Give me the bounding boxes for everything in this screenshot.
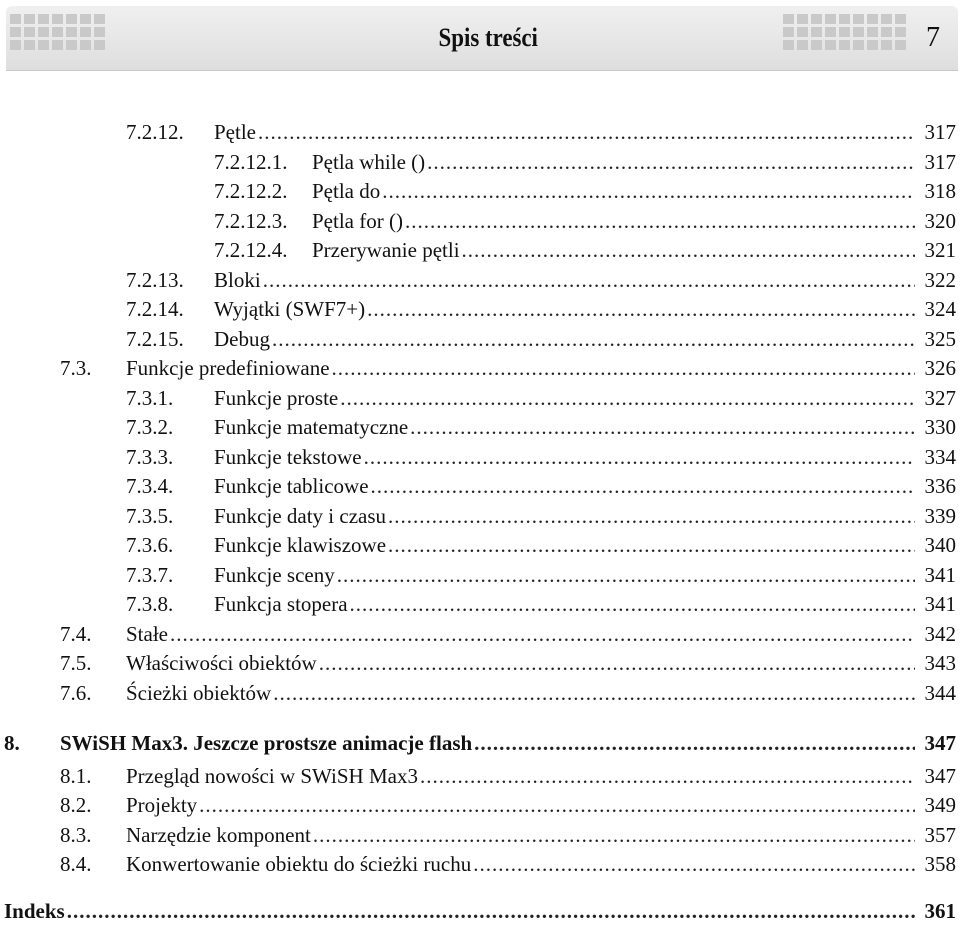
- toc-entry-page: 341: [924, 562, 956, 587]
- dot-leader: [474, 729, 915, 757]
- toc-entry-title: Właściwości obiektów: [126, 651, 317, 675]
- toc-entry-page: 322: [924, 267, 956, 292]
- toc-entry-number: 7.3.8.: [126, 592, 174, 616]
- toc-entry-number: 7.3.2.: [126, 415, 174, 439]
- toc-entry-title: SWiSH Max3. Jeszcze prostsze animacje flash: [60, 731, 473, 755]
- toc-entry-number: 7.3.3.: [126, 444, 174, 469]
- toc-entry-title: Pętla while (): [312, 149, 426, 174]
- dot-leader: [405, 207, 915, 235]
- toc-entry-title: Pętla for (): [312, 208, 403, 233]
- toc-entry-page: 317: [924, 120, 956, 144]
- toc-entry-page: 321: [924, 238, 956, 262]
- toc-entry-title: Funkcje predefiniowane: [126, 356, 330, 380]
- toc-entry-title: Przegląd nowości w SWiSH Max3: [126, 764, 418, 788]
- toc-entry-page: 343: [924, 651, 956, 675]
- toc-entry-number: 7.6.: [60, 680, 92, 705]
- dot-leader: [199, 791, 915, 819]
- toc-entry-number: 7.3.1.: [126, 385, 174, 410]
- toc-entry-title: Pętla do: [312, 179, 381, 203]
- toc-entry-title: Projekty: [126, 793, 198, 818]
- toc-entry-page: 318: [924, 179, 956, 203]
- dot-leader: [350, 590, 915, 618]
- toc-entry-number: 8.4.: [60, 852, 92, 877]
- dot-leader: [364, 443, 915, 471]
- toc-entry-page: 325: [924, 326, 956, 351]
- toc-entry-title: Wyjątki (SWF7+): [214, 297, 366, 321]
- toc-entry-page: 327: [924, 385, 956, 410]
- dot-leader: [273, 679, 915, 707]
- toc-entry: [0, 207, 960, 235]
- toc-entry: [0, 649, 960, 677]
- toc-entry-number: 7.2.12.: [126, 120, 184, 144]
- toc-entry: [0, 413, 960, 441]
- dot-leader: [340, 384, 915, 412]
- toc-entry-title: Narzędzie komponent: [126, 822, 311, 847]
- toc-entry: [0, 791, 960, 819]
- dot-leader: [371, 472, 915, 500]
- header-page-number: 7: [926, 22, 940, 53]
- dot-leader: [473, 850, 915, 878]
- toc-entry-number: 8.2.: [60, 793, 92, 818]
- toc-entry-number: 7.3.7.: [126, 562, 174, 587]
- dot-leader: [263, 266, 915, 294]
- toc-entry-page: 357: [924, 822, 956, 847]
- toc-entry-title: Funkcje klawiszowe: [214, 533, 387, 557]
- dot-leader: [420, 762, 915, 790]
- toc-entry-number: 8.: [4, 731, 20, 755]
- toc-entry-page: 347: [924, 764, 956, 788]
- toc-entry-number: 7.2.14.: [126, 297, 184, 321]
- toc-entry-number: 7.3.5.: [126, 503, 174, 528]
- toc-entry: [0, 850, 960, 878]
- toc-entry: [0, 679, 960, 707]
- toc-entry-page: 339: [924, 503, 956, 528]
- toc-entry: [0, 531, 960, 559]
- toc-entry-page: 341: [924, 592, 956, 616]
- toc-entry-number: 7.5.: [60, 651, 92, 675]
- toc-entry-page: 358: [924, 852, 956, 877]
- header-title: Spis treści: [438, 23, 538, 52]
- toc-entry-title: Funkcje proste: [214, 385, 339, 410]
- toc-entry: [0, 620, 960, 648]
- toc-entry-title: Bloki: [214, 267, 261, 292]
- toc-entry-title: Funkcje sceny: [214, 562, 335, 587]
- dot-leader: [462, 236, 915, 264]
- toc-entry-title: Funkcje tablicowe: [214, 474, 369, 498]
- dot-leader: [272, 325, 915, 353]
- toc-entry: [0, 118, 960, 146]
- toc-entry-number: 7.2.12.4.: [214, 238, 288, 262]
- toc-entry: [0, 502, 960, 530]
- dot-leader: [313, 821, 915, 849]
- toc-entry-page: 340: [924, 533, 956, 557]
- toc-entry-number: 7.4.: [60, 621, 92, 646]
- toc-entry: [0, 561, 960, 589]
- page-header: [6, 6, 958, 71]
- toc-entry-page: 344: [924, 680, 956, 705]
- toc-entry-number: 7.2.12.1.: [214, 149, 288, 174]
- header-decoration-right: [783, 14, 906, 50]
- toc-entry-title: Ścieżki obiektów: [126, 680, 272, 705]
- dot-leader: [410, 413, 915, 441]
- dot-leader: [67, 897, 915, 925]
- toc-entry: [0, 384, 960, 412]
- toc-entry: [0, 729, 960, 757]
- toc-entry-title: Stałe: [126, 621, 168, 646]
- dot-leader: [332, 354, 915, 382]
- toc-entry-page: 347: [924, 731, 956, 755]
- dot-leader: [382, 177, 915, 205]
- toc-entry-title: Funkcja stopera: [214, 592, 348, 616]
- toc-entry-page: 317: [924, 149, 956, 174]
- toc-entry-page: 324: [924, 297, 956, 321]
- toc-entry-title: Indeks: [4, 899, 65, 923]
- toc-entry: [0, 266, 960, 294]
- toc-entry-title: Debug: [214, 326, 270, 351]
- toc-entry-number: 7.3.4.: [126, 474, 174, 498]
- dot-leader: [388, 502, 915, 530]
- toc-entry-page: 326: [924, 356, 956, 380]
- toc-entry-page: 320: [924, 208, 956, 233]
- toc-entry: [0, 177, 960, 205]
- toc-entry-page: 334: [924, 444, 956, 469]
- toc-entry-page: 361: [924, 899, 956, 923]
- toc-entry-title: Funkcje tekstowe: [214, 444, 362, 469]
- toc-entry-number: 7.2.15.: [126, 326, 184, 351]
- toc-entry: [0, 295, 960, 323]
- dot-leader: [319, 649, 915, 677]
- dot-leader: [258, 118, 915, 146]
- toc-entry-number: 8.3.: [60, 822, 92, 847]
- toc-entry-number: 7.2.12.2.: [214, 179, 288, 203]
- toc-entry: [0, 443, 960, 471]
- header-decoration-left: [10, 14, 105, 50]
- toc-entry-title: Funkcje matematyczne: [214, 415, 409, 439]
- toc-entry: [0, 897, 960, 925]
- toc-entry: [0, 236, 960, 264]
- toc-entry-title: Pętle: [214, 120, 256, 144]
- toc-entry: [0, 821, 960, 849]
- toc-entry: [0, 762, 960, 790]
- toc-entry-page: 336: [924, 474, 956, 498]
- toc-entry: [0, 325, 960, 353]
- toc-entry-page: 342: [924, 621, 956, 646]
- toc-entry: [0, 148, 960, 176]
- dot-leader: [337, 561, 915, 589]
- dot-leader: [367, 295, 915, 323]
- toc-entry: [0, 590, 960, 618]
- toc-entry-title: Funkcje daty i czasu: [214, 503, 387, 528]
- toc-entry-number: 7.3.: [60, 356, 92, 380]
- toc-entry-number: 7.2.13.: [126, 267, 184, 292]
- toc-entry-number: 8.1.: [60, 764, 92, 788]
- toc-entry: [0, 354, 960, 382]
- toc-entry-title: Konwertowanie obiektu do ścieżki ruchu: [126, 852, 472, 877]
- toc-entry-title: Przerywanie pętli: [312, 238, 460, 262]
- toc-entry-number: 7.3.6.: [126, 533, 174, 557]
- dot-leader: [170, 620, 915, 648]
- toc-entry-page: 349: [924, 793, 956, 818]
- toc-entry: [0, 472, 960, 500]
- dot-leader: [388, 531, 915, 559]
- dot-leader: [427, 148, 915, 176]
- toc-entry-page: 330: [924, 415, 956, 439]
- toc-entry-number: 7.2.12.3.: [214, 208, 288, 233]
